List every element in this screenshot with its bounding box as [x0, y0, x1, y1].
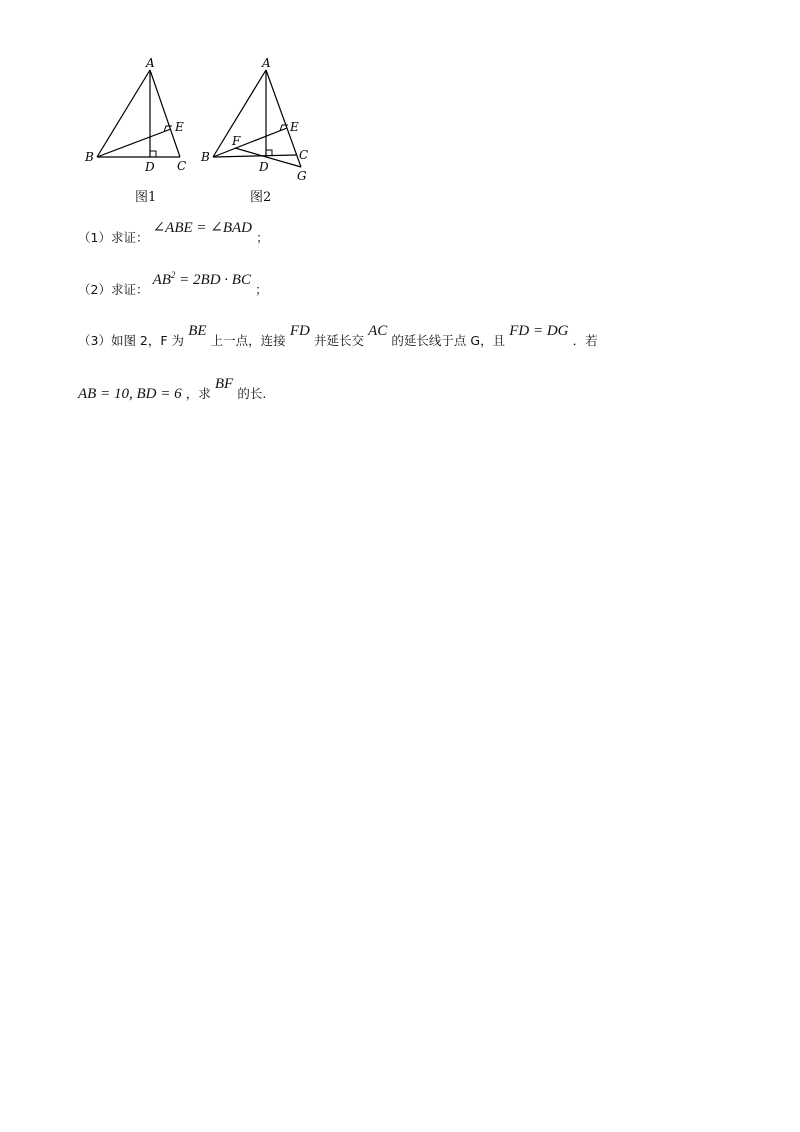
question-2-expression	[153, 272, 251, 288]
question-3-expr-fd-dg: FD = DG	[509, 323, 569, 339]
question-3-part-2: 上一点，连接	[210, 333, 286, 348]
question-3-part-7: 的长.	[237, 386, 267, 401]
label-d: D	[145, 160, 155, 174]
label-f: F	[232, 134, 241, 148]
segment-ag	[266, 70, 301, 167]
question-3-expr-fd: FD	[289, 323, 310, 339]
question-3-expr-be: BE	[188, 323, 207, 339]
segment-be	[97, 129, 171, 157]
question-2-expr-sup: 2	[170, 270, 176, 280]
question-2-end: ；	[255, 282, 268, 297]
question-3-part-5: ．若	[572, 333, 598, 348]
right-angle-d	[150, 151, 156, 157]
question-1-end: ；	[256, 230, 269, 245]
question-3-part-6: ，求	[185, 386, 211, 401]
question-3-part-4: 的延长线于点 G，且	[391, 333, 506, 348]
question-3-line-1	[78, 323, 598, 350]
label-a: A	[146, 56, 155, 70]
figure-1-caption: 图1	[135, 190, 157, 205]
label-a: A	[262, 56, 271, 70]
figure-2-caption: 图2	[250, 190, 272, 205]
question-1-number: （1）求证：	[78, 230, 149, 245]
segment-ac	[150, 70, 180, 157]
question-3-expr-ac: AC	[368, 323, 388, 339]
segment-bc	[213, 155, 296, 157]
label-d: D	[259, 160, 269, 174]
label-g: G	[297, 169, 307, 183]
label-b: B	[201, 150, 210, 164]
question-2-expr-base: AB	[152, 272, 171, 288]
question-2-number: （2）求证：	[78, 282, 149, 297]
question-2-expr-rest: = 2BD · BC	[175, 272, 251, 288]
label-b: B	[85, 150, 94, 164]
question-2	[78, 270, 268, 299]
question-3-part-1: （3）如图 2，F 为	[78, 333, 185, 348]
question-3-expr-bf: BF	[214, 376, 234, 392]
label-e: E	[290, 120, 299, 134]
figure-1-diagram	[80, 55, 200, 185]
label-e: E	[175, 120, 184, 134]
question-3-expr-given: AB = 10, BD = 6	[78, 386, 182, 402]
question-1-expression: ∠ABE = ∠BAD	[152, 220, 252, 236]
question-3-line-2	[78, 376, 267, 403]
figure-2-diagram	[198, 55, 323, 185]
label-c: C	[177, 159, 187, 173]
segment-ab	[97, 70, 150, 157]
question-3-part-3: 并延长交	[313, 333, 364, 348]
label-c: C	[299, 148, 309, 162]
question-1	[78, 220, 269, 247]
